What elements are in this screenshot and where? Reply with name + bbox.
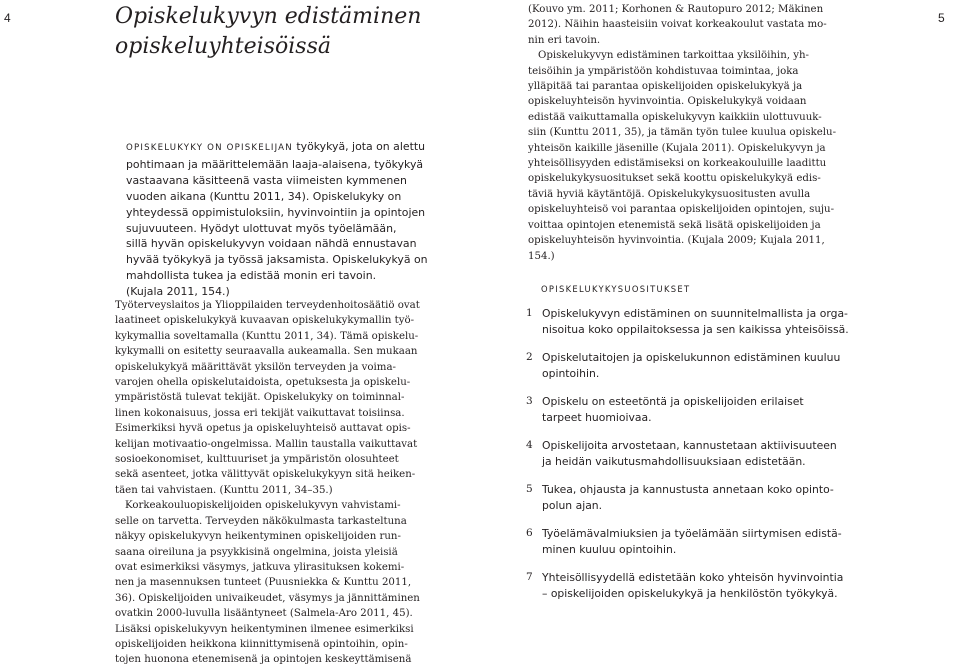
page-title [115, 2, 445, 62]
body-line: täviä hyviä käytäntöjä. Opiskelukykysuositusten avulla [528, 188, 811, 200]
intro-line: (Kujala 2011, 154.) [126, 285, 230, 299]
body-text-left-column [115, 298, 420, 668]
recommendation-item [526, 306, 856, 350]
body-line: Esimerkiksi hyvä opetus ja opiskeluyhteisö auttavat opis- [115, 423, 411, 435]
page-number-left: 4 [4, 11, 11, 25]
recommendation-item [526, 482, 856, 526]
body-line: varojen ohella opiskelutaidoista, opetuksesta ja opiskelu- [115, 377, 411, 389]
recommendation-line: Opiskelijoita arvostetaan, kannustetaan aktiivisuuteen [542, 439, 837, 452]
recommendation-line: minen kuuluu opintoihin. [542, 542, 677, 556]
body-line: opiskelukykyä määrittävät yksilön terveyden ja voima- [115, 361, 396, 373]
body-line: tojen huonona etenemisenä ja opintojen keskeyttämisenä [115, 654, 412, 666]
recommendation-item [526, 526, 856, 570]
recommendation-number: 1 [526, 307, 533, 319]
intro-line [126, 139, 426, 157]
body-line: selle on tarvetta. Terveyden näkökulmasta tarkasteltuna [115, 515, 407, 527]
body-line: opiskeluyhteisön hyvinvointia. Opiskelukykyä voidaan [528, 96, 807, 108]
body-line: opiskelukykysuositukset sekä koottu opiskelukykyä edis- [528, 173, 821, 185]
body-line: opiskeluyhteisö voi parantaa opiskelijoiden opintojen, suju- [528, 204, 835, 216]
body-line: sekä asenteet, jotka välittyvät opiskelukykyyn sitä heiken- [115, 469, 416, 481]
body-line: siin (Kunttu 2011, 35), ja tämän työn tulee kuulua opiskelu- [528, 127, 837, 139]
body-line: ovat esimerkiksi väsymys, jatkuva ylirasituksen kokemi- [115, 561, 405, 573]
recommendations-heading: OPISKELUKYKYSUOSITUKSET [541, 284, 691, 294]
recommendation-number: 5 [526, 483, 533, 495]
body-line: opiskelijoiden heikkona kiinnittymisenä opintoihin, opin- [115, 638, 408, 650]
recommendations-list [526, 306, 856, 614]
body-line: täen tai vahvistaen. (Kunttu 2011, 34–35.) [115, 484, 333, 496]
recommendation-item [526, 438, 856, 482]
body-line: Lisäksi opiskelukyvyn heikentyminen ilmenee esimerkiksi [115, 623, 414, 635]
recommendation-line: Opiskelu on esteetöntä ja opiskelijoiden erilaiset [542, 395, 804, 408]
recommendation-line: Opiskelutaitojen ja opiskelukunnon edistäminen kuuluu [542, 351, 841, 364]
page-number-right: 5 [938, 11, 945, 25]
intro-paragraph [126, 139, 426, 300]
recommendation-line: tarpeet huomioivaa. [542, 410, 652, 424]
body-line: opiskeluyhteisön hyvinvointia. (Kujala 2009; Kujala 2011, [528, 235, 825, 247]
body-line: 154.) [528, 250, 555, 262]
recommendation-line: Työelämävalmiuksien ja työelämään siirtymisen edistä- [542, 527, 842, 540]
body-line: voittaa opintojen etenemistä sekä lisätä opiskelijoiden ja [528, 219, 821, 231]
body-line: nin eri tavoin. [528, 34, 601, 46]
recommendation-line: Opiskelukyvyn edistäminen on suunnitelmallista ja orga- [542, 307, 848, 320]
intro-line: mahdollista tukea ja edistää monin eri tavoin. [126, 269, 377, 283]
body-line: Korkeakouluopiskelijoiden opiskelukyvyn vahvistami- [125, 500, 401, 512]
intro-line-text: työkykyä, jota on alettu [292, 140, 426, 153]
intro-lead-smallcaps: OPISKELUKYKY ON OPISKELIJAN [126, 143, 293, 153]
recommendation-number: 4 [526, 439, 533, 451]
body-line: kykymalli on esitetty seuraavalla aukeamalla. Sen mukaan [115, 346, 418, 358]
body-line: 2012). Näihin haasteisiin voivat korkeakoulut vastata mo- [528, 19, 827, 31]
recommendation-line: Yhteisöllisyydellä edistetään koko yhteisön hyvinvointia [542, 571, 844, 584]
body-line: ovatkin 2000-luvulla lisääntyneet (Salmela-Aro 2011, 45). [115, 608, 413, 620]
intro-line: sujuvuuteen. Hyödyt ulottuvat myös työelämään, [126, 221, 397, 235]
recommendation-item [526, 394, 856, 438]
body-line: ylläpitää tai parantaa opiskelijoiden opiskelukykyä ja [528, 81, 803, 93]
recommendation-number: 7 [526, 571, 533, 583]
body-line: saana oireiluna ja psyykkisinä ongelmina, joista yleisiä [115, 546, 398, 558]
intro-line: sillä hyvän opiskelukyvyn voidaan nähdä ennustavan [126, 237, 417, 251]
recommendation-number: 2 [526, 351, 533, 363]
body-text-right-column [528, 2, 836, 264]
recommendation-line: – opiskelijoiden opiskelukykyä ja henkilöstön työkykyä. [542, 586, 838, 600]
recommendation-line: nisoitua koko oppilaitoksessa ja sen kaikissa yhteisöissä. [542, 322, 849, 336]
recommendation-item [526, 350, 856, 394]
body-line: näkyy opiskelukyvyn heikentyminen opiskelijoiden run- [115, 531, 401, 543]
recommendation-line: Tukea, ohjausta ja kannustusta annetaan koko opinto- [542, 483, 834, 496]
body-line: yhteisöllisyyden edistämiseksi on korkeakouluille laadittu [528, 158, 827, 170]
body-line: laatineet opiskelukykyä kuvaavan opiskelukykymallin työ- [115, 315, 415, 327]
body-line: teisöihin ja ympäristöön kohdistuvaa toimintaa, joka [528, 65, 799, 77]
body-line: yhteisön kaikille jäsenille (Kujala 2011). Opiskelukyvyn ja [528, 142, 826, 154]
body-line: kelijan motivaatio-ongelmissa. Mallin taustalla vaikuttavat [115, 438, 418, 450]
body-line: nen ja masennuksen tunteet (Puusniekka & Kunttu 2011, [115, 577, 412, 589]
body-line: ympäristöstä tulevat tekijät. Opiskelukyky on toiminnal- [115, 392, 405, 404]
page-title-line: opiskeluyhteisöissä [115, 34, 331, 59]
body-line: 36). Opiskelijoiden univaikeudet, väsymys ja jännittäminen [115, 592, 420, 604]
intro-line: hyvää työkykyä ja työssä jaksamista. Opiskelukykyä on [126, 253, 428, 267]
recommendation-item [526, 570, 856, 614]
recommendation-line: ja heidän vaikutusmahdollisuuksiaan edistetään. [542, 454, 806, 468]
recommendation-line: polun ajan. [542, 498, 603, 512]
intro-line: vastaavana käsitteenä vasta viimeisten kymmenen [126, 173, 407, 187]
body-line: sosioekonomiset, kulttuuriset ja ympäristön olosuhteet [115, 454, 399, 466]
page-title-line: Opiskelukyvyn edistäminen [115, 4, 422, 29]
body-line: linen kokonaisuus, jossa eri tekijät vaikuttavat toisiinsa. [115, 407, 405, 419]
body-line: kykymallia soveltamalla (Kunttu 2011, 34). Tämä opiskelu- [115, 330, 419, 342]
intro-line: yhteydessä oppimistuloksiin, hyvinvointiin ja opintojen [126, 205, 426, 219]
body-line: Opiskelukyvyn edistäminen tarkoittaa yksilöihin, yh- [538, 50, 809, 62]
recommendation-number: 6 [526, 527, 533, 539]
intro-line: vuoden aikana (Kunttu 2011, 34). Opiskelukyky on [126, 189, 402, 203]
recommendation-number: 3 [526, 395, 533, 407]
body-line: (Kouvo ym. 2011; Korhonen & Rautopuro 2012; Mäkinen [528, 4, 824, 15]
body-line: edistää vaikuttamalla opiskelukyvyn kaikkiin ulottuvuuk- [528, 111, 822, 123]
recommendation-line: opintoihin. [542, 366, 600, 380]
intro-line: pohtimaan ja määrittelemään laaja-alaisena, työkykyä [126, 157, 424, 171]
body-line: Työterveyslaitos ja Ylioppilaiden terveydenhoitosäätiö ovat [115, 300, 420, 311]
